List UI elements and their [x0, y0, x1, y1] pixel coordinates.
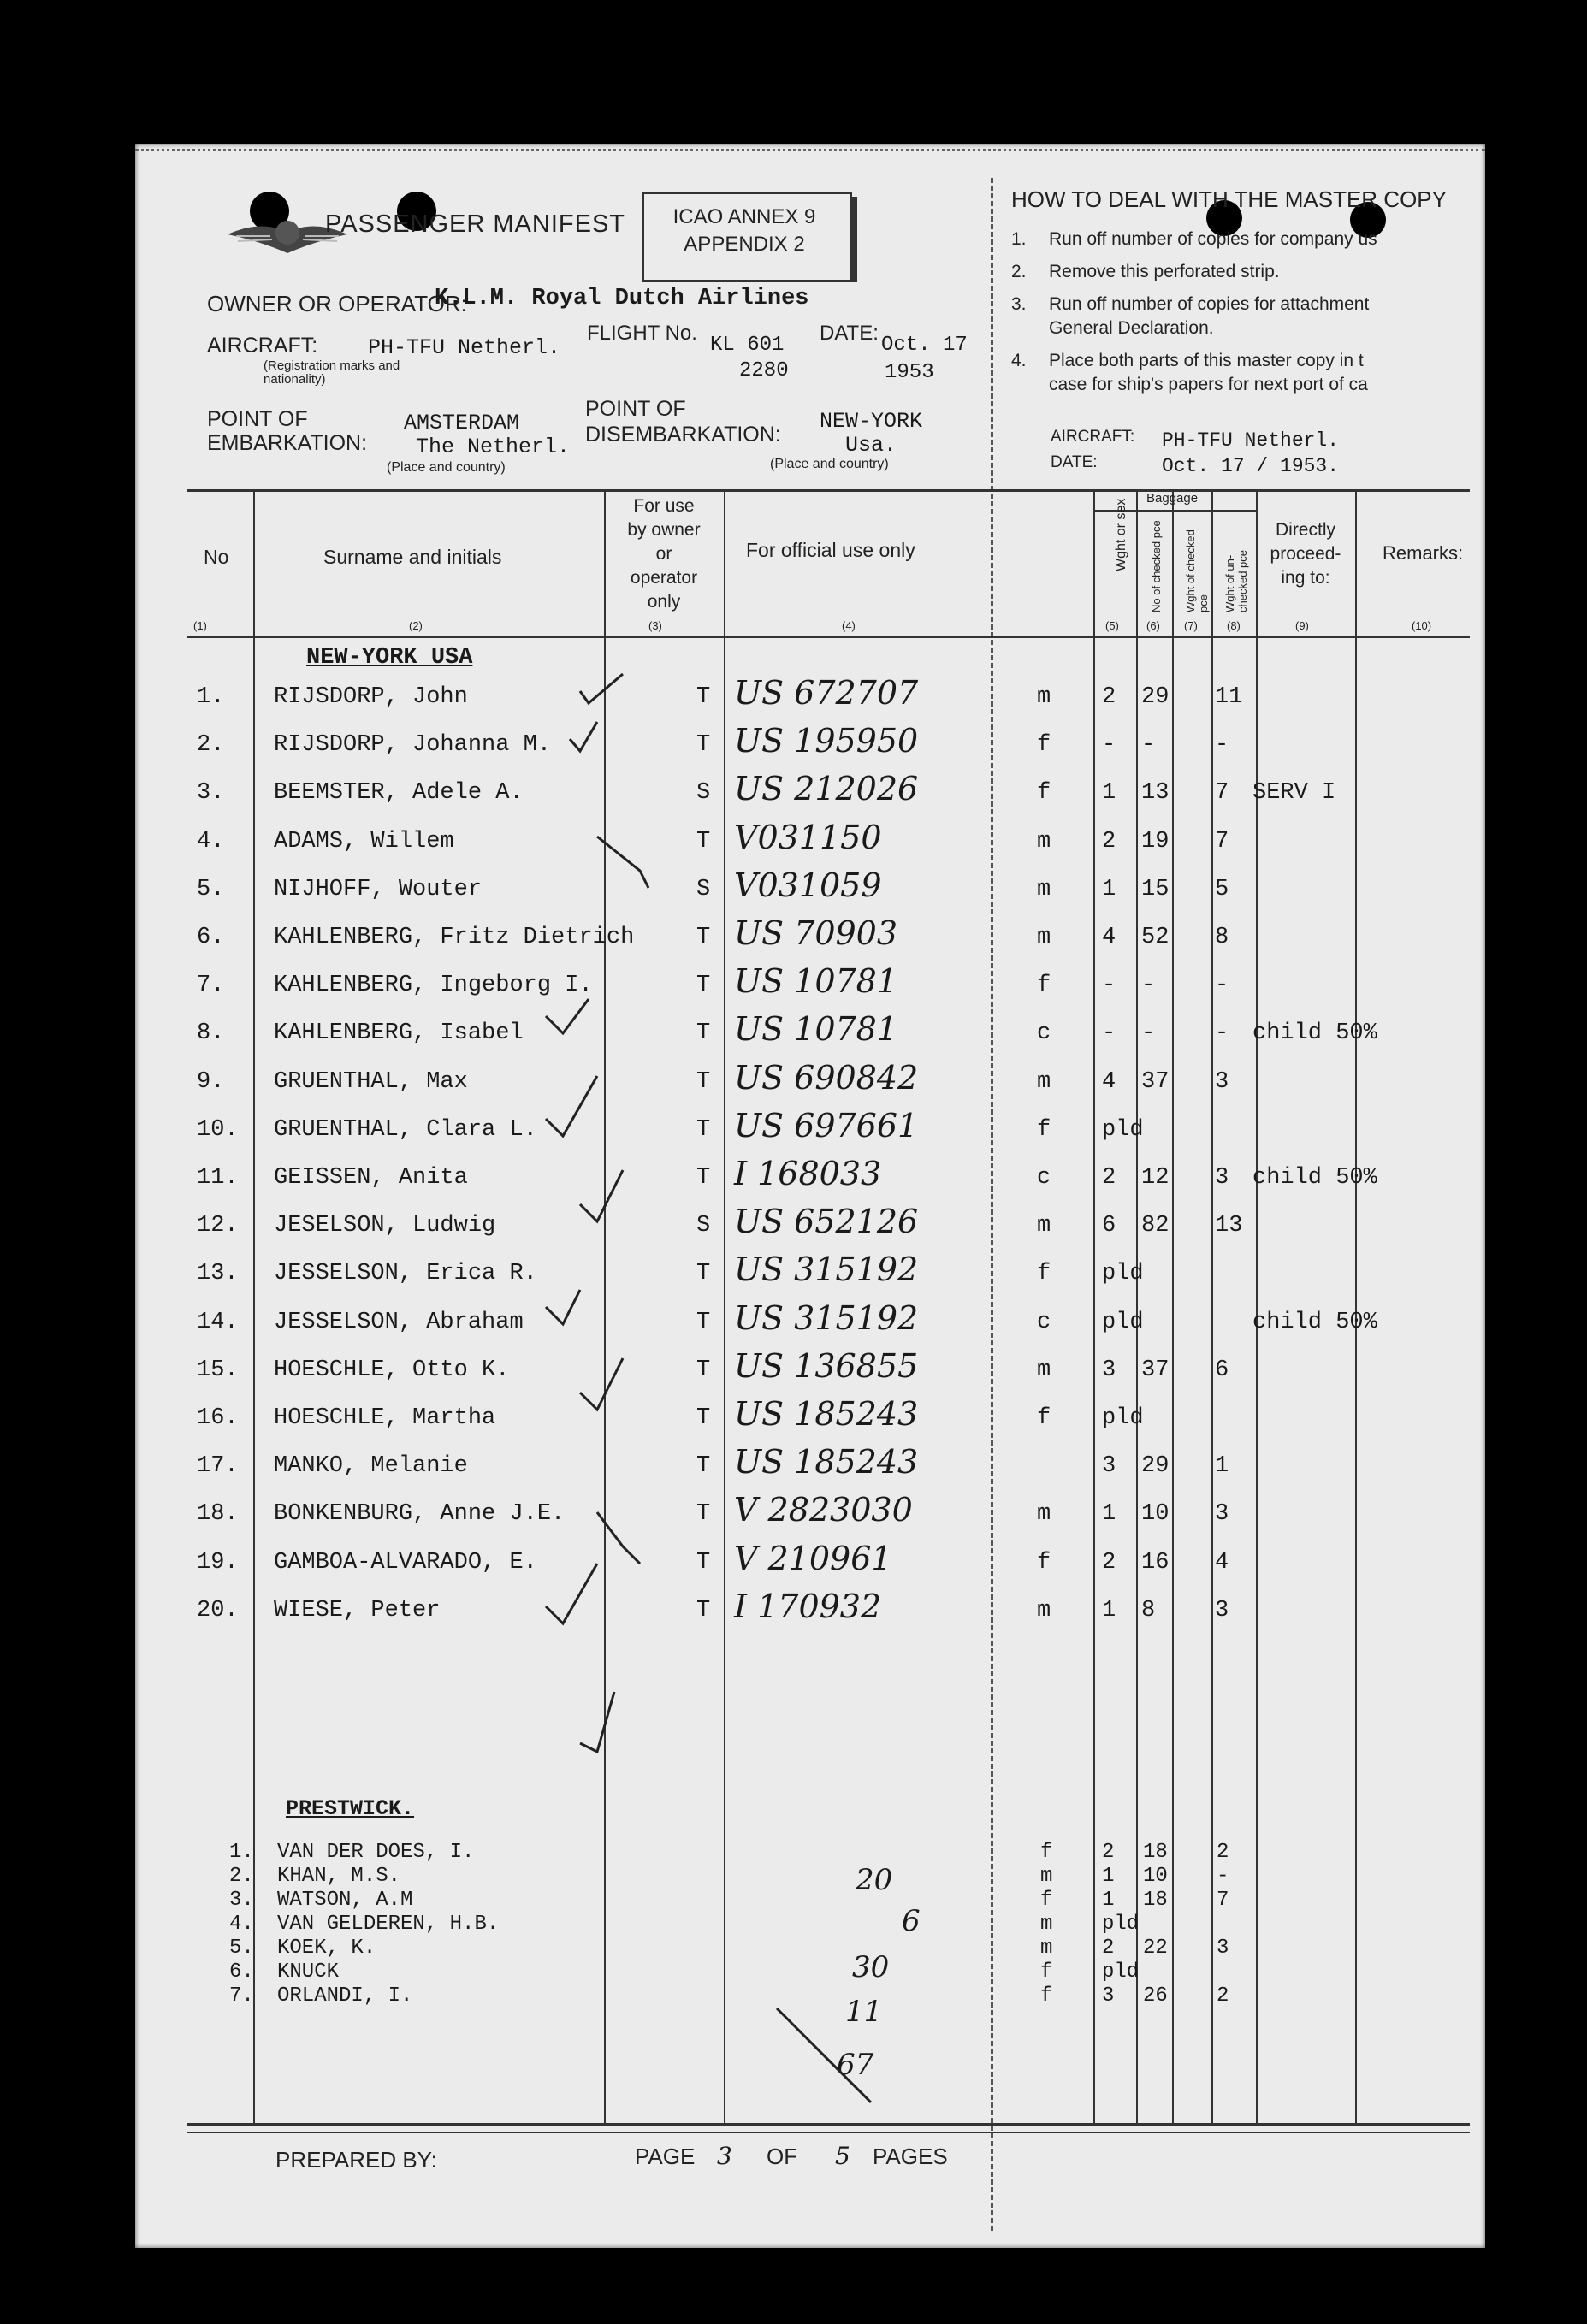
passenger-sex: m [1037, 1068, 1051, 1095]
owner-use-line: by owner [627, 520, 701, 540]
baggage-weight: 19 [1141, 828, 1170, 854]
passenger-number: 8. [197, 1020, 225, 1047]
handwritten-check-marks [494, 657, 666, 1829]
passenger-sex: c [1037, 1309, 1051, 1335]
prestwick-name: KOEK, K. [277, 1937, 376, 1960]
table-bottom-rule [187, 2123, 1470, 2126]
col-divider [1355, 491, 1357, 2123]
col-header-remarks: Remarks: [1383, 542, 1464, 564]
prestwick-sex: f [1040, 1984, 1053, 2008]
unchecked-weight: 3 [1215, 1165, 1229, 1191]
passenger-number: 4. [197, 828, 225, 854]
baggage-pieces: 4 [1102, 925, 1116, 950]
prestwick-number: 4. [229, 1913, 254, 1936]
passenger-sex: m [1037, 1357, 1051, 1383]
baggage-weight: 29 [1141, 684, 1170, 710]
baggage-pieces: 2 [1102, 684, 1116, 710]
instruction-number: 2. [1011, 262, 1027, 281]
passenger-number: 18. [197, 1501, 239, 1528]
disembark-city: NEW-YORK [820, 409, 923, 434]
prestwick-unchecked: 3 [1217, 1937, 1229, 1960]
passenger-class: T [696, 1116, 711, 1143]
passenger-class: T [696, 1020, 711, 1047]
passenger-class: S [696, 780, 711, 807]
icao-appendix: APPENDIX 2 [684, 233, 805, 256]
passenger-sex: f [1037, 1405, 1051, 1431]
prestwick-number: 1. [229, 1841, 254, 1864]
passenger-name: RIJSDORP, Johanna M. [274, 732, 552, 759]
owner-use-line: For use [633, 496, 695, 516]
col-header-weight-sex: Wght or sex [1114, 498, 1128, 571]
baggage-weight: 82 [1141, 1213, 1170, 1239]
prestwick-unchecked: 7 [1217, 1889, 1229, 1912]
prestwick-unchecked: - [1217, 1865, 1229, 1888]
column-number: (2) [409, 619, 423, 632]
baggage-weight: 52 [1141, 925, 1170, 950]
instruction-text: Run off number of copies for company us [1049, 229, 1377, 249]
passenger-sex: m [1037, 684, 1051, 710]
tally-number: 67 [837, 2048, 874, 2082]
prestwick-sex: f [1040, 1841, 1053, 1864]
passport-number: US 185243 [734, 1395, 919, 1433]
owner-use-line: only [647, 592, 681, 612]
directly-proceeding: SERV I [1252, 780, 1336, 807]
unchecked-weight: 7 [1215, 828, 1229, 854]
baggage-weight: 16 [1141, 1549, 1170, 1576]
form-title: PASSENGER MANIFEST [325, 210, 626, 238]
prestwick-pieces: 1 [1102, 1865, 1115, 1888]
instruction-text: Run off number of copies for attachment [1049, 294, 1370, 314]
owner-use-line: or [655, 544, 672, 564]
passenger-sex: m [1037, 1213, 1051, 1239]
baggage-weight: 29 [1141, 1453, 1170, 1480]
passport-number: US 10781 [734, 962, 898, 1001]
flight-label: FLIGHT No. [587, 322, 697, 345]
baggage-weight: 13 [1141, 780, 1170, 807]
unchecked-weight: 5 [1215, 876, 1229, 902]
passenger-name: WIESE, Peter [274, 1597, 441, 1623]
passenger-class: T [696, 1068, 711, 1095]
passenger-sex: f [1037, 973, 1051, 999]
passenger-name: MANKO, Melanie [274, 1453, 468, 1480]
col-divider [1211, 491, 1213, 2123]
baggage-pieces: 4 [1102, 1068, 1116, 1095]
passenger-sex: m [1037, 925, 1051, 950]
passenger-sex: f [1037, 1261, 1051, 1287]
embark-label: POINT OF [207, 407, 308, 431]
passenger-sex: f [1037, 780, 1051, 807]
aircraft-value: PH-TFU Netherl. [368, 335, 561, 360]
baggage-weight: - [1141, 1020, 1156, 1047]
column-number: (3) [648, 619, 662, 632]
passport-number: US 315192 [734, 1251, 919, 1289]
unchecked-weight: 6 [1215, 1357, 1229, 1383]
passenger-class: T [696, 925, 711, 950]
col-divider [724, 491, 725, 2123]
passenger-name: RIJSDORP, John [274, 684, 468, 710]
unchecked-weight: 3 [1215, 1597, 1229, 1623]
passenger-number: 14. [197, 1309, 239, 1335]
passenger-number: 20. [197, 1597, 239, 1623]
baggage-pieces: 2 [1102, 1165, 1116, 1191]
passenger-sex: f [1037, 1116, 1051, 1143]
strip-aircraft-label: AIRCRAFT: [1051, 428, 1135, 446]
prestwick-unchecked: 2 [1217, 1984, 1229, 2008]
prepared-by-label: PREPARED BY: [275, 2147, 437, 2173]
col-header-no: No [204, 546, 229, 568]
date-year: 1953 [885, 361, 934, 384]
passport-number: V031059 [734, 866, 882, 904]
passport-number: US 70903 [734, 914, 898, 952]
column-number: (6) [1146, 619, 1160, 632]
passenger-class: T [696, 1405, 711, 1431]
passenger-class: T [696, 1549, 711, 1576]
embark-label-2: EMBARKATION: [207, 431, 368, 455]
baggage-pieces: 3 [1102, 1453, 1116, 1480]
strip-date-value: Oct. 17 / 1953. [1162, 455, 1340, 477]
passenger-name: HOESCHLE, Martha [274, 1405, 496, 1431]
passenger-number: 16. [197, 1405, 239, 1431]
section-new-york: NEW-YORK USA [306, 645, 473, 671]
icao-box-shadow [852, 197, 857, 282]
column-number: (5) [1105, 619, 1119, 632]
prestwick-number: 2. [229, 1865, 254, 1888]
passenger-sex: m [1037, 1597, 1051, 1623]
passenger-name: KAHLENBERG, Ingeborg I. [274, 973, 593, 999]
passenger-name: KAHLENBERG, Fritz Dietrich [274, 925, 635, 950]
passenger-number: 11. [197, 1165, 239, 1191]
strip-date-label: DATE: [1051, 453, 1098, 471]
unchecked-weight: 1 [1215, 1453, 1229, 1480]
footer-rule [187, 2132, 1470, 2133]
passenger-sex: c [1037, 1020, 1051, 1047]
instruction-text: Place both parts of this master copy in t [1049, 351, 1364, 370]
passenger-name: BEEMSTER, Adele A. [274, 780, 524, 807]
baggage-weight: 8 [1141, 1597, 1156, 1623]
instructions-title: HOW TO DEAL WITH THE MASTER COPY [1011, 186, 1447, 212]
column-number: (1) [193, 619, 207, 632]
prestwick-weight: 26 [1143, 1984, 1168, 2008]
passenger-class: T [696, 1597, 711, 1623]
passenger-name: JESSELSON, Abraham [274, 1309, 524, 1335]
prestwick-sex: m [1040, 1937, 1053, 1960]
passenger-number: 2. [197, 732, 225, 759]
passenger-class: T [696, 732, 711, 759]
pages-label: PAGES [873, 2144, 948, 2169]
prestwick-weight: 18 [1143, 1841, 1168, 1864]
passenger-name: HOESCHLE, Otto K. [274, 1357, 510, 1383]
owner-use-line: operator [630, 568, 698, 588]
prestwick-sex: f [1040, 1960, 1053, 1984]
unchecked-weight: 8 [1215, 925, 1229, 950]
manifest-sheet [135, 144, 1485, 2248]
unchecked-weight: 7 [1215, 780, 1229, 807]
instruction-number: 1. [1011, 229, 1027, 249]
section-prestwick: PRESTWICK. [286, 1796, 415, 1821]
baggage-weight: 37 [1141, 1068, 1170, 1095]
passport-number: US 652126 [734, 1203, 919, 1241]
baggage-pieces: 2 [1102, 1549, 1116, 1576]
prestwick-name: KNUCK [277, 1960, 340, 1984]
passenger-name: GAMBOA-ALVARADO, E. [274, 1549, 537, 1576]
column-number: (10) [1412, 619, 1432, 632]
embark-country: The Netherl. [416, 435, 571, 459]
passenger-name: KAHLENBERG, Isabel [274, 1020, 524, 1047]
flight-value-2: 2280 [739, 359, 789, 382]
col-header-baggage: Baggage [1146, 491, 1199, 506]
passenger-class: T [696, 1165, 711, 1191]
tally-number: 20 [856, 1863, 893, 1897]
prestwick-weight: 22 [1143, 1937, 1168, 1960]
col-header-wght-unchecked: Wght of un-checked pce [1223, 550, 1249, 612]
passport-number: V031150 [734, 818, 882, 856]
icao-annex: ICAO ANNEX 9 [672, 205, 816, 228]
baggage-weight: 12 [1141, 1165, 1170, 1191]
instruction-text-cont: case for ship's papers for next port of ca [1049, 375, 1368, 394]
passenger-number: 9. [197, 1068, 225, 1095]
aircraft-label: AIRCRAFT: [207, 334, 318, 358]
disembark-label: POINT OF [585, 397, 686, 421]
table-header-rule [187, 636, 1470, 638]
baggage-pieces: - [1102, 973, 1116, 999]
passport-number: US 212026 [734, 770, 919, 808]
baggage-pieces: - [1102, 732, 1116, 759]
instruction-text-cont: General Declaration. [1049, 318, 1214, 338]
baggage-pieces: 1 [1102, 876, 1116, 902]
instruction-number: 4. [1011, 351, 1027, 370]
of-label: OF [767, 2144, 798, 2169]
prestwick-pieces: pld [1102, 1913, 1140, 1936]
prestwick-name: ORLANDI, I. [277, 1984, 413, 2008]
prestwick-pieces: 2 [1102, 1937, 1115, 1960]
instruction-text: Remove this perforated strip. [1049, 262, 1280, 281]
passenger-number: 5. [197, 876, 225, 902]
passenger-sex: m [1037, 876, 1051, 902]
strip-divider [991, 178, 993, 2231]
passport-number: US 697661 [734, 1106, 919, 1144]
passenger-name: ADAMS, Willem [274, 828, 454, 854]
col-divider [1172, 491, 1174, 2123]
prestwick-sex: f [1040, 1889, 1053, 1912]
directly-line: Directly [1275, 520, 1335, 540]
directly-line: ing to: [1281, 568, 1330, 588]
passenger-number: 19. [197, 1549, 239, 1576]
passport-number: I 170932 [734, 1587, 882, 1625]
prestwick-sex: m [1040, 1865, 1053, 1888]
passport-number: V 210961 [734, 1539, 892, 1577]
passenger-class: S [696, 876, 711, 902]
passenger-number: 12. [197, 1213, 239, 1239]
prestwick-unchecked: 2 [1217, 1841, 1229, 1864]
tally-number: 6 [902, 1904, 921, 1938]
date-value: Oct. 17 [881, 334, 968, 357]
unchecked-weight: 3 [1215, 1068, 1229, 1095]
unchecked-weight: 3 [1215, 1501, 1229, 1528]
embark-city: AMSTERDAM [404, 411, 520, 435]
passenger-sex: m [1037, 828, 1051, 854]
baggage-pieces: pld [1102, 1405, 1144, 1431]
passenger-number: 6. [197, 925, 225, 950]
col-divider [1136, 491, 1138, 2123]
passenger-name: GRUENTHAL, Max [274, 1068, 468, 1095]
unchecked-weight: 13 [1215, 1213, 1243, 1239]
column-number: (8) [1227, 619, 1241, 632]
passenger-class: T [696, 1309, 711, 1335]
passenger-name: JESSELSON, Erica R. [274, 1261, 537, 1287]
passenger-class: T [696, 684, 711, 710]
col-header-wght-checked: Wght of checked pce [1184, 529, 1210, 612]
prestwick-name: VAN DER DOES, I. [277, 1841, 475, 1864]
baggage-pieces: 6 [1102, 1213, 1116, 1239]
baggage-pieces: 1 [1102, 1597, 1116, 1623]
unchecked-weight: 11 [1215, 684, 1243, 710]
passenger-name: JESELSON, Ludwig [274, 1213, 496, 1239]
directly-proceeding: child 50% [1252, 1020, 1377, 1047]
passenger-class: T [696, 1261, 711, 1287]
perforation-edge [135, 149, 1485, 157]
col-header-no-checked: No of checked pce [1150, 520, 1163, 612]
baggage-weight: - [1141, 973, 1156, 999]
passenger-class: T [696, 1501, 711, 1528]
instruction-number: 3. [1011, 294, 1027, 314]
passport-number: US 315192 [734, 1298, 919, 1337]
passenger-number: 3. [197, 780, 225, 807]
baggage-pieces: 3 [1102, 1357, 1116, 1383]
disembark-label-2: DISEMBARKATION: [585, 423, 781, 446]
prestwick-pieces: 3 [1102, 1984, 1115, 2008]
passenger-class: T [696, 973, 711, 999]
passenger-name: GRUENTHAL, Clara L. [274, 1116, 537, 1143]
tally-number: 11 [845, 1995, 883, 2029]
unchecked-weight: 4 [1215, 1549, 1229, 1576]
passenger-class: S [696, 1213, 711, 1239]
unchecked-weight: - [1215, 732, 1229, 759]
passenger-number: 17. [197, 1453, 239, 1480]
baggage-pieces: pld [1102, 1309, 1144, 1335]
aircraft-note: (Registration marks and nationality) [264, 358, 400, 387]
prestwick-pieces: pld [1102, 1960, 1140, 1984]
passenger-class: T [696, 828, 711, 854]
flight-value: KL 601 [710, 334, 785, 357]
directly-proceeding: child 50% [1252, 1309, 1377, 1335]
passenger-number: 10. [197, 1116, 239, 1143]
passenger-number: 7. [197, 973, 225, 999]
passenger-sex: f [1037, 732, 1051, 759]
column-number: (7) [1184, 619, 1198, 632]
prestwick-sex: m [1040, 1913, 1053, 1936]
prestwick-pieces: 2 [1102, 1841, 1115, 1864]
passenger-class: T [696, 1357, 711, 1383]
directly-line: proceed- [1270, 544, 1341, 564]
passenger-number: 15. [197, 1357, 239, 1383]
baggage-pieces: - [1102, 1020, 1116, 1047]
passenger-sex: m [1037, 1501, 1051, 1528]
strip-aircraft-value: PH-TFU Netherl. [1162, 429, 1340, 452]
passport-number: US 195950 [734, 722, 919, 760]
prestwick-number: 7. [229, 1984, 254, 2008]
tally-slash [768, 2000, 888, 2120]
page-label: PAGE [635, 2144, 696, 2169]
passenger-number: 13. [197, 1261, 239, 1287]
passenger-class: T [696, 1453, 711, 1480]
tally-number: 30 [852, 1950, 890, 1984]
page-total: 5 [835, 2142, 850, 2170]
passenger-name: GEISSEN, Anita [274, 1165, 468, 1191]
owner-value: K.L.M. Royal Dutch Airlines [435, 286, 809, 311]
prestwick-name: VAN GELDEREN, H.B. [277, 1913, 500, 1936]
passport-number: US 672707 [734, 674, 919, 712]
disembark-note: (Place and country) [770, 457, 889, 471]
baggage-weight: 10 [1141, 1501, 1170, 1528]
baggage-pieces: 1 [1102, 1501, 1116, 1528]
owner-label: OWNER OR OPERATOR: [207, 291, 467, 316]
passenger-number: 1. [197, 684, 225, 710]
baggage-pieces: pld [1102, 1116, 1144, 1143]
prestwick-weight: 18 [1143, 1889, 1168, 1912]
embark-note: (Place and country) [387, 460, 506, 475]
passenger-sex: f [1037, 1549, 1051, 1576]
disembark-country: Usa. [845, 433, 897, 458]
passport-number: V 2823030 [734, 1491, 913, 1529]
passport-number: US 10781 [734, 1010, 898, 1049]
page-number: 3 [717, 2142, 732, 2170]
prestwick-pieces: 1 [1102, 1889, 1115, 1912]
date-label: DATE: [820, 322, 879, 345]
passenger-sex: c [1037, 1165, 1051, 1191]
baggage-weight: 37 [1141, 1357, 1170, 1383]
col-header-surname: Surname and initials [323, 546, 502, 568]
col-divider [1256, 491, 1258, 2123]
prestwick-name: WATSON, A.M [277, 1889, 413, 1912]
prestwick-number: 5. [229, 1937, 254, 1960]
baggage-weight: 15 [1141, 876, 1170, 902]
prestwick-name: KHAN, M.S. [277, 1865, 401, 1888]
unchecked-weight: - [1215, 973, 1229, 999]
baggage-pieces: 2 [1102, 828, 1116, 854]
passenger-name: BONKENBURG, Anne J.E. [274, 1501, 566, 1528]
passenger-name: NIJHOFF, Wouter [274, 876, 483, 902]
baggage-pieces: 1 [1102, 780, 1116, 807]
col-divider [1093, 491, 1095, 2123]
column-number: (4) [842, 619, 856, 632]
table-top-rule [187, 489, 1470, 492]
column-number: (9) [1295, 619, 1309, 632]
directly-proceeding: child 50% [1252, 1165, 1377, 1191]
passport-number: I 168033 [734, 1155, 882, 1192]
unchecked-weight: - [1215, 1020, 1229, 1047]
prestwick-number: 6. [229, 1960, 254, 1984]
prestwick-number: 3. [229, 1889, 254, 1912]
prestwick-weight: 10 [1143, 1865, 1168, 1888]
passport-number: US 690842 [734, 1058, 919, 1097]
baggage-pieces: pld [1102, 1261, 1144, 1287]
passport-number: US 185243 [734, 1443, 919, 1481]
passport-number: US 136855 [734, 1346, 919, 1385]
col-header-official: For official use only [746, 539, 915, 561]
baggage-weight: - [1141, 732, 1156, 759]
